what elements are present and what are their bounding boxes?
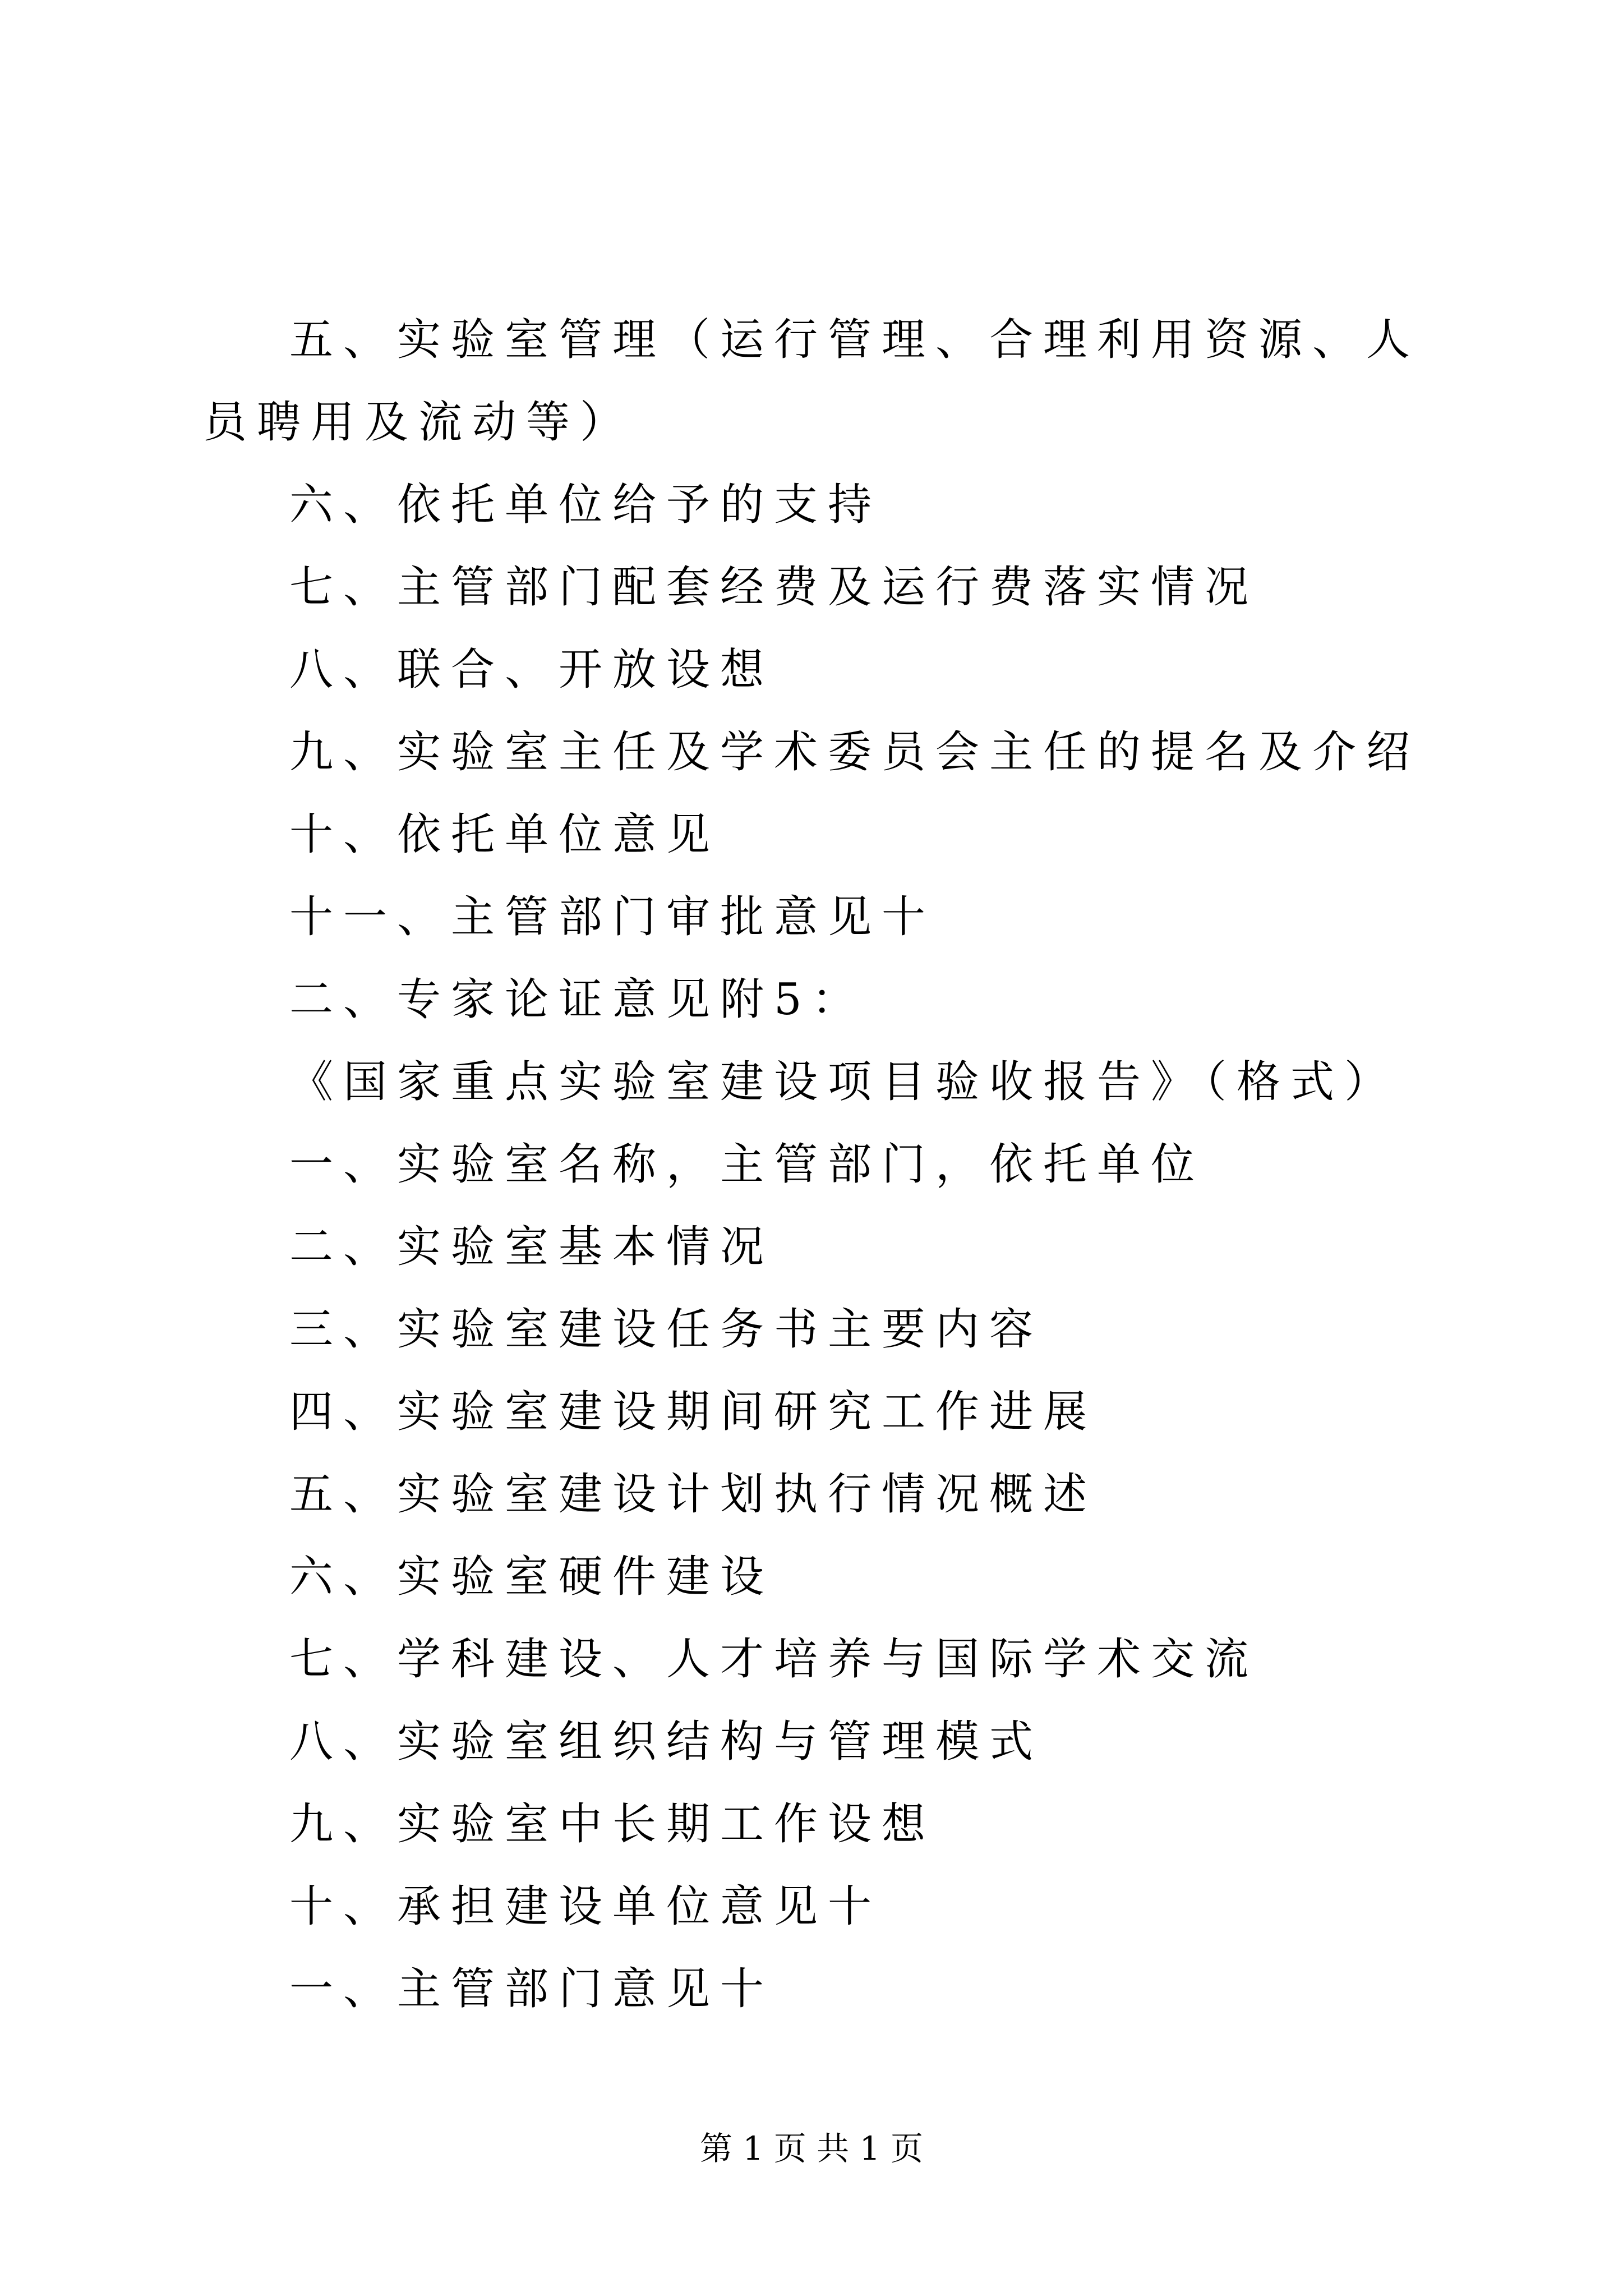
paragraph-8: 二、专家论证意见附5： [289,974,866,1025]
paragraph-5: 九、实验室主任及学术委员会主任的提名及介绍 [289,727,1421,777]
paragraph-20: 一、主管部门意见十 [289,1964,774,2014]
paragraph-17: 八、实验室组织结构与管理模式 [289,1717,1044,1767]
paragraph-15: 六、实验室硬件建设 [289,1552,774,1602]
paragraph-2: 六、依托单位给予的支持 [289,480,882,530]
page-footer [0,2126,1623,2171]
paragraph-6: 十、依托单位意见 [289,809,721,860]
paragraph-14: 五、实验室建设计划执行情况概述 [289,1469,1098,1520]
paragraph-3: 七、主管部门配套经费及运行费落实情况 [289,562,1259,613]
paragraph-13: 四、实验室建设期间研究工作进展 [289,1387,1098,1437]
paragraph-7: 十一、主管部门审批意见十 [289,892,936,942]
paragraph-10: 一、实验室名称，主管部门，依托单位 [289,1139,1205,1190]
paragraph-19: 十、承担建设单位意见十 [289,1881,882,1932]
page-number-label: 第 1 页 共 1 页 [700,2129,923,2168]
paragraph-9: 《国家重点实验室建设项目验收报告》（格式） [289,1057,1399,1107]
paragraph-18: 九、实验室中长期工作设想 [289,1799,936,1849]
paragraph-4: 八、联合、开放设想 [289,645,774,695]
paragraph-11: 二、实验室基本情况 [289,1222,774,1272]
paragraph-1: 五、实验室管理（运行管理、合理利用资源、人员聘用及流动等） [203,315,1421,448]
document-body [203,299,1442,2031]
paragraph-16: 七、学科建设、人才培养与国际学术交流 [289,1634,1259,1685]
paragraph-12: 三、实验室建设任务书主要内容 [289,1304,1044,1355]
